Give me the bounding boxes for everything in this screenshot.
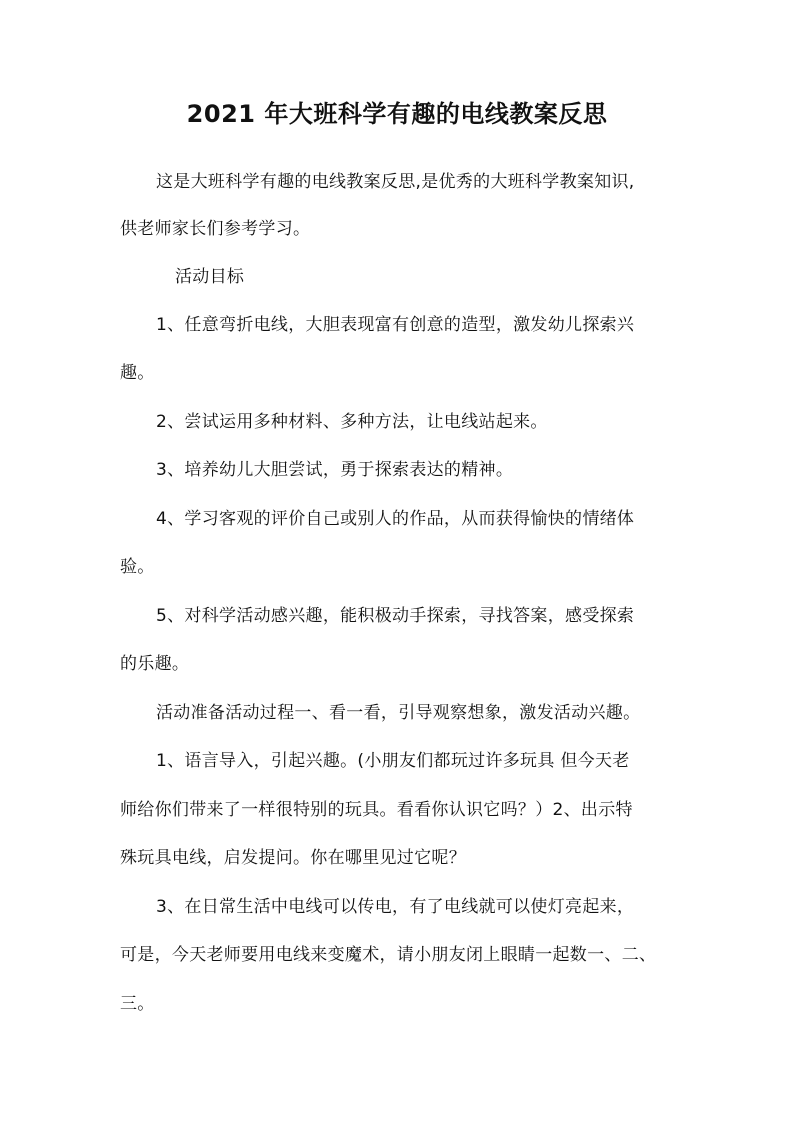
paragraph-line: 的乐趣。 <box>120 654 190 674</box>
paragraph-line: 4、学习客观的评价自己或别人的作品，从而获得愉快的情绪体 <box>156 509 635 529</box>
paragraph-line: 殊玩具电线，启发提问。你在哪里见过它呢？ <box>120 848 466 868</box>
paragraph-line: 验。 <box>120 557 155 577</box>
paragraph-line: 师给你们带来了一样很特别的玩具。看看你认识它吗？）2、出示特 <box>120 800 633 820</box>
paragraph-line: 活动准备活动过程一、看一看，引导观察想象，激发活动兴趣。 <box>156 703 641 723</box>
paragraph-line: 供老师家长们参考学习。 <box>120 219 311 239</box>
paragraph-line: 3、培养幼儿大胆尝试，勇于探索表达的精神。 <box>156 460 514 480</box>
paragraph-line: 3、在日常生活中电线可以传电，有了电线就可以使灯亮起来， <box>156 897 635 917</box>
paragraph-line: 趣。 <box>120 363 155 383</box>
paragraph-line: 1、任意弯折电线，大胆表现富有创意的造型，激发幼儿探索兴 <box>156 315 635 335</box>
paragraph-line: 1、语言导入，引起兴趣。(小朋友们都玩过许多玩具 但今天老 <box>156 751 630 771</box>
document-title: 2021 年大班科学有趣的电线教案反思 <box>186 100 608 128</box>
paragraph-line: 这是大班科学有趣的电线教案反思,是优秀的大班科学教案知识, <box>156 172 635 192</box>
paragraph-line: 5、对科学活动感兴趣，能积极动手探索，寻找答案，感受探索 <box>156 606 635 626</box>
paragraph-line: 三。 <box>120 994 155 1014</box>
section-heading: 活动目标 <box>175 267 245 287</box>
paragraph-line: 可是，今天老师要用电线来变魔术，请小朋友闭上眼睛一起数一、二、 <box>120 945 657 965</box>
paragraph-line: 2、尝试运用多种材料、多种方法，让电线站起来。 <box>156 412 548 432</box>
